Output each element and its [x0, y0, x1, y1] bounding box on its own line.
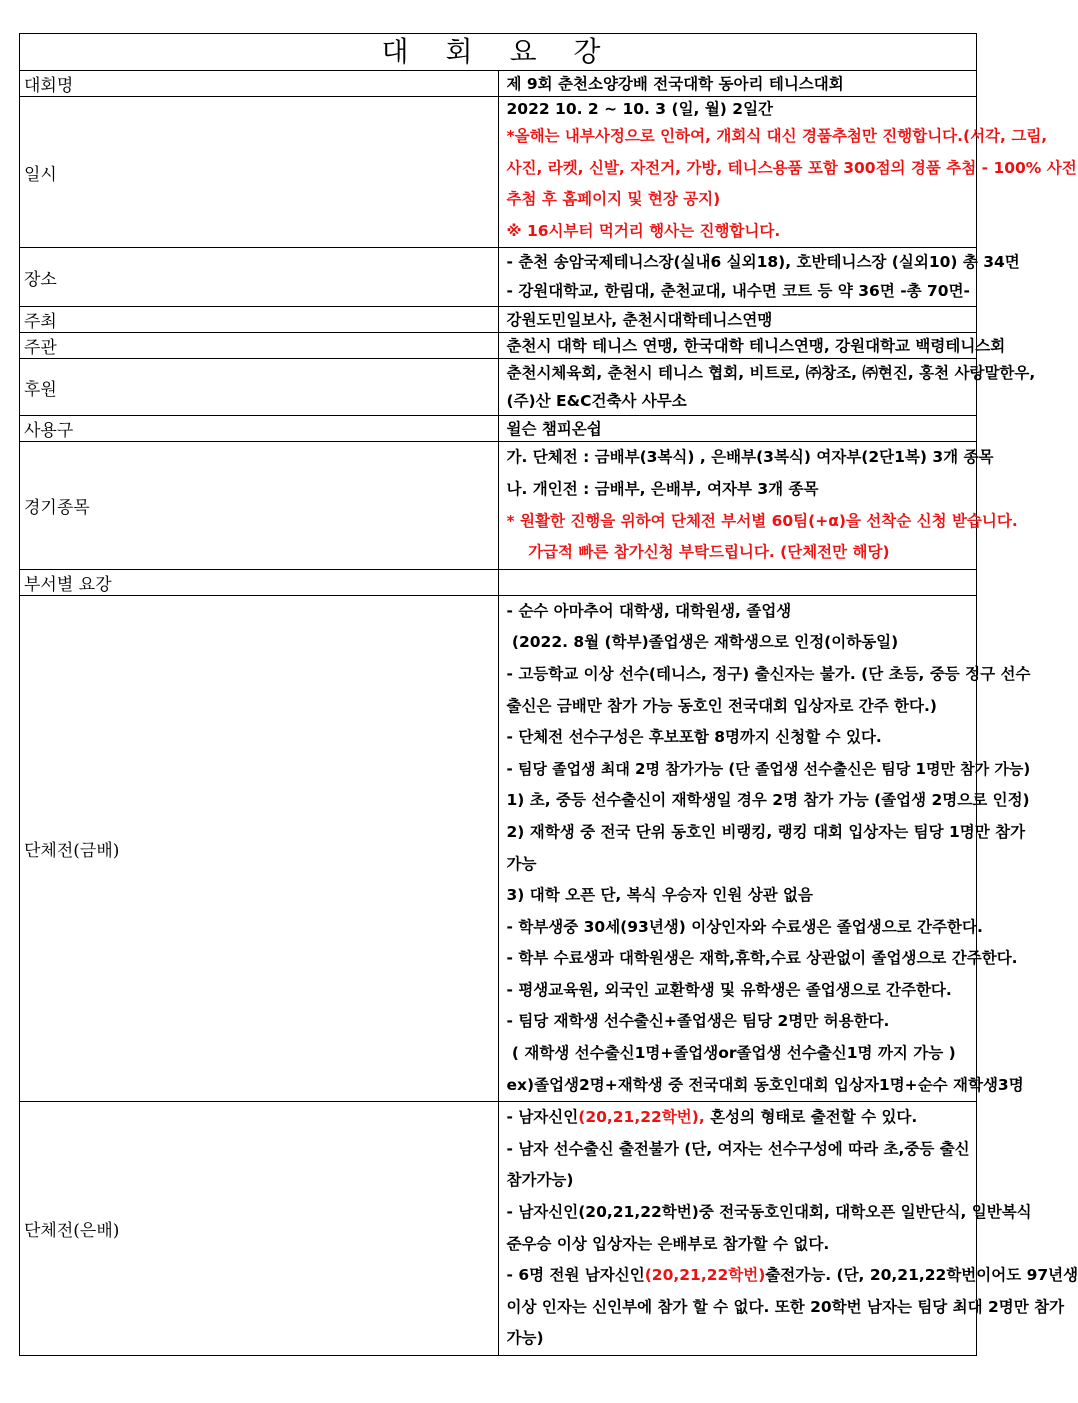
gold-rule-line: 3) 대학 오픈 단, 복식 우승자 인원 상관 없음	[506, 886, 813, 905]
silver-rule-line: 이상 인자는 신인부에 참가 할 수 없다. 또한 20학번 남자는 팀당 최대 2명만 참가	[506, 1297, 1065, 1316]
value-host: 강원도민일보사, 춘천시대학테니스연맹	[506, 310, 773, 329]
row-competition-name	[20, 71, 977, 97]
silver-rule-line: - 남자 선수출신 출전불가 (단, 여자는 선수구성에 따라 초,중등 출신	[506, 1139, 970, 1158]
gold-rule-line: - 단체전 선수구성은 후보포함 8명까지 신청할 수 있다.	[506, 728, 882, 747]
row-sponsor	[20, 359, 977, 416]
events-line: 가. 단체전 : 금배부(3복식) , 은배부(3복식) 여자부(2단1복) 3개 종목	[506, 448, 994, 467]
silver-rule-line	[507, 1102, 977, 1134]
date-line: 2022 10. 2 ~ 10. 3 (일, 월) 2일간	[506, 100, 774, 118]
venue-line: - 춘천 송암국제테니스장(실내6 실외18), 호반테니스장 (실외10) 총 34면	[506, 253, 1020, 272]
gold-rule-line: - 팀당 재학생 선수출신+졸업생은 팀당 2명만 허용한다.	[506, 1012, 890, 1031]
value-organizer: 춘천시 대학 테니스 연맹, 한국대학 테니스연맹, 강원대학교 백령테니스회	[506, 336, 1006, 355]
document-title: 대 회 요 강	[20, 34, 977, 71]
silver-rule-text: - 6명 전원 남자신인	[506, 1266, 645, 1285]
gold-rule-line: - 고등학교 이상 선수(테니스, 정구) 출신자는 불가. (단 초등, 중등 정구 선수	[506, 664, 1031, 683]
row-gold-division	[20, 595, 977, 1102]
label-host: 주최	[20, 307, 499, 333]
silver-rule-line	[506, 1260, 1078, 1292]
label-sponsor: 후원	[20, 359, 499, 416]
silver-rule-text: 혼성의 형태로 출전할 수 있다.	[704, 1108, 918, 1127]
label-events: 경기종목	[20, 442, 499, 569]
gold-rule-line: - 팀당 졸업생 최대 2명 참가가능 (단 졸업생 선수출신은 팀당 1명만 참가 가능)	[506, 759, 1031, 778]
gold-rule-line: 2) 재학생 중 전국 단위 동호인 비랭킹, 랭킹 대회 입상자는 팀당 1명만 참가	[506, 822, 1026, 841]
row-date	[20, 97, 977, 248]
venue-line: - 강원대학교, 한림대, 춘천교대, 내수면 코트 등 약 36면 -총 70면-	[506, 282, 970, 301]
gold-rule-line: - 순수 아마추어 대학생, 대학원생, 졸업생	[506, 601, 792, 620]
silver-rule-highlight: (20,21,22학번),	[578, 1108, 705, 1127]
competition-guidelines-table	[19, 33, 1078, 1356]
gold-rule-line: - 학부 수료생과 대학원생은 재학,휴학,수료 상관없이 졸업생으로 간주한다.	[506, 949, 1018, 968]
value-division	[498, 569, 977, 595]
events-notice-line: * 원활한 진행을 위하여 단체전 부서별 60팀(+α)을 선착순 신청 받습니다.	[506, 511, 1018, 530]
row-events	[20, 442, 977, 569]
gold-rule-line: - 학부생중 30세(93년생) 이상인자와 수료생은 졸업생으로 간주한다.	[506, 917, 983, 936]
sponsor-line: (주)산 E&C건축사 사무소	[506, 392, 687, 411]
label-division: 부서별 요강	[20, 569, 499, 595]
label-silver-division: 단체전(은배)	[20, 1102, 499, 1356]
events-line: 나. 개인전 : 금배부, 은배부, 여자부 3개 종목	[506, 479, 819, 498]
silver-rule-line: 가능)	[506, 1329, 544, 1348]
gold-rule-line: (2022. 8월 (학부)졸업생은 재학생으로 인정(이하동일)	[506, 633, 899, 652]
label-date: 일시	[20, 97, 499, 248]
gold-rule-line: ( 재학생 선수출신1명+졸업생or졸업생 선수출신1명 까지 가능 )	[506, 1044, 956, 1063]
label-ball: 사용구	[20, 416, 499, 442]
silver-rule-text: - 남자신인	[506, 1108, 579, 1127]
date-notice-line: 사진, 라켓, 신발, 자전거, 가방, 테니스용품 포함 300점의 경품 추첨 - 100% 사전	[506, 158, 1077, 177]
silver-rule-text: 출전가능. (단, 20,21,22학번이어도 97년생	[765, 1266, 1078, 1285]
label-competition-name: 대회명	[20, 71, 499, 97]
gold-rule-line: - 평생교육원, 외국인 교환학생 및 유학생은 졸업생으로 간주한다.	[506, 980, 952, 999]
date-notice-line: 추첨 후 홈페이지 및 현장 공지)	[506, 190, 721, 209]
gold-rule-line: 가능	[506, 854, 537, 873]
events-notice-line: 가급적 빠른 참가신청 부탁드립니다. (단체전만 해당)	[506, 543, 890, 562]
silver-rule-line: 준우승 이상 입상자는 은배부로 참가할 수 없다.	[506, 1234, 830, 1253]
label-organizer: 주관	[20, 333, 499, 359]
silver-rule-line: - 남자신인(20,21,22학번)중 전국동호인대회, 대학오픈 일반단식, 일반복식	[506, 1203, 1032, 1222]
label-venue: 장소	[20, 248, 499, 307]
value-ball: 윌슨 챔피온쉽	[506, 419, 602, 438]
row-host	[20, 307, 977, 333]
silver-rule-highlight: (20,21,22학번)	[644, 1266, 766, 1285]
date-notice-line: ※ 16시부터 먹거리 행사는 진행합니다.	[506, 221, 781, 240]
row-ball	[20, 416, 977, 442]
date-notice-line: *올해는 내부사정으로 인하여, 개회식 대신 경품추첨만 진행합니다.(서각, 그림,	[506, 127, 1048, 145]
silver-rule-line: 참가가능)	[506, 1171, 574, 1190]
label-gold-division: 단체전(금배)	[20, 595, 499, 1102]
row-venue	[20, 248, 977, 307]
gold-rule-line: 1) 초, 중등 선수출신이 재학생일 경우 2명 참가 가능 (졸업생 2명으로 인정)	[506, 791, 1030, 810]
row-organizer	[20, 333, 977, 359]
row-division	[20, 569, 977, 595]
row-silver-division	[20, 1102, 977, 1356]
sponsor-line: 춘천시체육회, 춘천시 테니스 협회, 비트로, ㈜창조, ㈜현진, 홍천 사랑말한우,	[506, 364, 1036, 383]
gold-rule-line: 출신은 금배만 참가 가능 동호인 전국대회 입상자로 간주 한다.)	[506, 696, 937, 715]
gold-rule-line: ex)졸업생2명+재학생 중 전국대회 동호인대회 입상자1명+순수 재학생3명	[506, 1075, 1024, 1094]
value-competition-name: 제 9회 춘천소양강배 전국대학 동아리 테니스대회	[506, 74, 844, 93]
